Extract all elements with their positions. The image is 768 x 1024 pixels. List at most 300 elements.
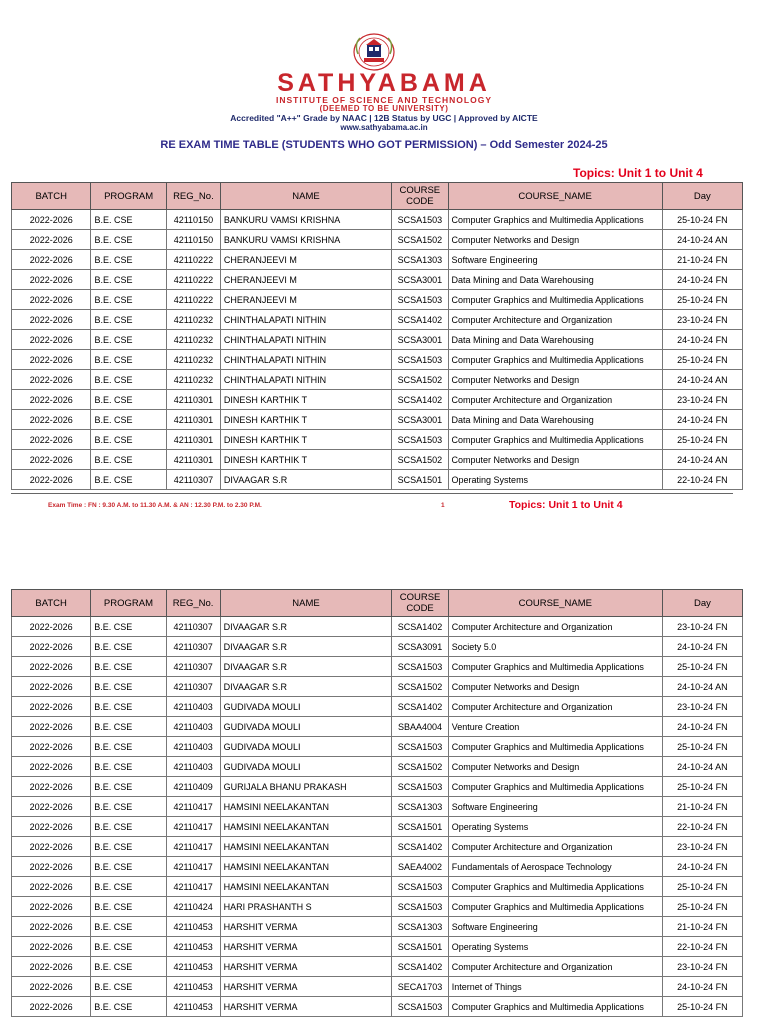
course-name-cell: Computer Graphics and Multimedia Applications <box>448 877 662 897</box>
day-cell: 24-10-24 FN <box>662 410 742 430</box>
course-name-cell: Computer Architecture and Organization <box>448 697 662 717</box>
program-cell: B.E. CSE <box>91 857 166 877</box>
course-code-cell: SCSA1303 <box>392 797 448 817</box>
batch-cell: 2022-2026 <box>12 390 91 410</box>
batch-cell: 2022-2026 <box>12 330 91 350</box>
batch-cell: 2022-2026 <box>12 817 91 837</box>
course-code-cell: SCSA3091 <box>392 637 448 657</box>
program-cell: B.E. CSE <box>91 230 166 250</box>
name-cell: DINESH KARTHIK T <box>220 410 391 430</box>
name-cell: HARSHIT VERMA <box>220 957 392 977</box>
batch-cell: 2022-2026 <box>12 797 91 817</box>
course-name-cell: Internet of Things <box>448 977 662 997</box>
table-row <box>12 230 743 250</box>
brand-name: SATHYABAMA <box>277 69 491 97</box>
table-row <box>12 877 743 897</box>
batch-cell: 2022-2026 <box>12 777 91 797</box>
program-cell: B.E. CSE <box>91 817 166 837</box>
course-code-cell: SCSA3001 <box>392 330 448 350</box>
batch-cell: 2022-2026 <box>12 370 91 390</box>
table-row <box>12 410 743 430</box>
day-cell: 24-10-24 FN <box>662 330 742 350</box>
course-name-cell: Computer Networks and Design <box>448 677 662 697</box>
course-code-cell: SCSA1501 <box>392 817 448 837</box>
timetable-page-1 <box>11 182 743 490</box>
course-name-cell: Computer Networks and Design <box>448 450 662 470</box>
batch-cell: 2022-2026 <box>12 937 91 957</box>
table-row <box>12 350 743 370</box>
column-header: COURSE_NAME <box>448 590 662 617</box>
table-row <box>12 737 743 757</box>
program-cell: B.E. CSE <box>91 330 166 350</box>
program-cell: B.E. CSE <box>91 737 166 757</box>
reg-no-cell: 42110307 <box>166 677 220 697</box>
course-name-cell: Computer Graphics and Multimedia Applications <box>448 997 662 1017</box>
day-cell: 25-10-24 FN <box>662 290 742 310</box>
batch-cell: 2022-2026 <box>12 737 91 757</box>
reg-no-cell: 42110417 <box>166 837 220 857</box>
page-number: 1 <box>441 502 445 509</box>
table-row <box>12 997 743 1017</box>
table-row <box>12 857 743 877</box>
course-name-cell: Computer Architecture and Organization <box>448 390 662 410</box>
program-cell: B.E. CSE <box>91 410 166 430</box>
reg-no-cell: 42110307 <box>166 637 220 657</box>
program-cell: B.E. CSE <box>91 210 166 230</box>
course-name-cell: Computer Architecture and Organization <box>448 957 662 977</box>
name-cell: HAMSINI NEELAKANTAN <box>220 837 392 857</box>
name-cell: HARSHIT VERMA <box>220 917 392 937</box>
table-row <box>12 817 743 837</box>
program-cell: B.E. CSE <box>91 470 166 490</box>
batch-cell: 2022-2026 <box>12 897 91 917</box>
course-name-cell: Data Mining and Data Warehousing <box>448 410 662 430</box>
program-cell: B.E. CSE <box>91 797 166 817</box>
day-cell: 24-10-24 FN <box>662 857 742 877</box>
course-name-cell: Data Mining and Data Warehousing <box>448 330 662 350</box>
name-cell: HARSHIT VERMA <box>220 977 392 997</box>
table-row <box>12 470 743 490</box>
table-row <box>12 917 743 937</box>
course-name-cell: Operating Systems <box>448 937 662 957</box>
accreditation-text: Accredited "A++" Grade by NAAC | 12B Status by UGC | Approved by AICTE <box>230 113 538 123</box>
table-row <box>12 250 743 270</box>
batch-cell: 2022-2026 <box>12 270 91 290</box>
table-row <box>12 957 743 977</box>
table-row <box>12 310 743 330</box>
name-cell: DINESH KARTHIK T <box>220 450 391 470</box>
name-cell: GUDIVADA MOULI <box>220 757 392 777</box>
reg-no-cell: 42110301 <box>166 390 220 410</box>
day-cell: 24-10-24 AN <box>662 450 742 470</box>
program-cell: B.E. CSE <box>91 450 166 470</box>
batch-cell: 2022-2026 <box>12 857 91 877</box>
website-text: www.sathyabama.ac.in <box>340 123 428 132</box>
program-cell: B.E. CSE <box>91 697 166 717</box>
program-cell: B.E. CSE <box>91 657 166 677</box>
program-cell: B.E. CSE <box>91 290 166 310</box>
column-header: BATCH <box>12 590 91 617</box>
course-name-cell: Computer Networks and Design <box>448 230 662 250</box>
table-row <box>12 617 743 637</box>
day-cell: 23-10-24 FN <box>662 310 742 330</box>
program-cell: B.E. CSE <box>91 997 166 1017</box>
table-row <box>12 797 743 817</box>
course-code-cell: SCSA1502 <box>392 230 448 250</box>
day-cell: 24-10-24 AN <box>662 677 742 697</box>
program-cell: B.E. CSE <box>91 977 166 997</box>
name-cell: DIVAAGAR S.R <box>220 470 391 490</box>
course-name-cell: Computer Architecture and Organization <box>448 837 662 857</box>
reg-no-cell: 42110453 <box>166 917 220 937</box>
table-header-row <box>12 590 743 617</box>
course-name-cell: Software Engineering <box>448 917 662 937</box>
batch-cell: 2022-2026 <box>12 657 91 677</box>
course-code-cell: SCSA1402 <box>392 957 448 977</box>
course-code-cell: SCSA3001 <box>392 270 448 290</box>
table-row <box>12 290 743 310</box>
table-row <box>12 430 743 450</box>
table-row <box>12 330 743 350</box>
batch-cell: 2022-2026 <box>12 430 91 450</box>
table-row <box>12 657 743 677</box>
name-cell: CHINTHALAPATI NITHIN <box>220 310 391 330</box>
program-cell: B.E. CSE <box>91 430 166 450</box>
name-cell: CHINTHALAPATI NITHIN <box>220 350 391 370</box>
batch-cell: 2022-2026 <box>12 250 91 270</box>
column-header: NAME <box>220 590 392 617</box>
column-header: BATCH <box>12 183 91 210</box>
course-code-cell: SCSA3001 <box>392 410 448 430</box>
table-row <box>12 717 743 737</box>
batch-cell: 2022-2026 <box>12 210 91 230</box>
reg-no-cell: 42110417 <box>166 857 220 877</box>
course-name-cell: Computer Graphics and Multimedia Applications <box>448 290 662 310</box>
batch-cell: 2022-2026 <box>12 637 91 657</box>
program-cell: B.E. CSE <box>91 390 166 410</box>
day-cell: 23-10-24 FN <box>662 697 742 717</box>
name-cell: DIVAAGAR S.R <box>220 677 392 697</box>
day-cell: 22-10-24 FN <box>662 937 742 957</box>
course-code-cell: SCSA1501 <box>392 470 448 490</box>
batch-cell: 2022-2026 <box>12 230 91 250</box>
reg-no-cell: 42110150 <box>166 230 220 250</box>
reg-no-cell: 42110307 <box>166 470 220 490</box>
course-code-cell: SCSA1503 <box>392 290 448 310</box>
course-code-cell: SCSA1502 <box>392 450 448 470</box>
program-cell: B.E. CSE <box>91 617 166 637</box>
day-cell: 25-10-24 FN <box>662 877 742 897</box>
day-cell: 23-10-24 FN <box>662 957 742 977</box>
program-cell: B.E. CSE <box>91 917 166 937</box>
course-name-cell: Data Mining and Data Warehousing <box>448 270 662 290</box>
table-row <box>12 977 743 997</box>
course-name-cell: Society 5.0 <box>448 637 662 657</box>
course-code-cell: SCSA1503 <box>392 430 448 450</box>
program-cell: B.E. CSE <box>91 777 166 797</box>
topics-label: Topics: Unit 1 to Unit 4 <box>573 166 703 180</box>
reg-no-cell: 42110403 <box>166 757 220 777</box>
reg-no-cell: 42110409 <box>166 777 220 797</box>
name-cell: HAMSINI NEELAKANTAN <box>220 877 392 897</box>
table-row <box>12 777 743 797</box>
course-code-cell: SCSA1503 <box>392 897 448 917</box>
column-header: COURSE CODE <box>392 590 448 617</box>
course-code-cell: SCSA1402 <box>392 310 448 330</box>
program-cell: B.E. CSE <box>91 270 166 290</box>
course-name-cell: Computer Graphics and Multimedia Applications <box>448 430 662 450</box>
table-row <box>12 270 743 290</box>
reg-no-cell: 42110301 <box>166 450 220 470</box>
name-cell: GUDIVADA MOULI <box>220 697 392 717</box>
reg-no-cell: 42110453 <box>166 977 220 997</box>
column-header: PROGRAM <box>91 590 166 617</box>
reg-no-cell: 42110222 <box>166 250 220 270</box>
course-name-cell: Venture Creation <box>448 717 662 737</box>
course-code-cell: SCSA1402 <box>392 617 448 637</box>
batch-cell: 2022-2026 <box>12 877 91 897</box>
name-cell: CHINTHALAPATI NITHIN <box>220 370 391 390</box>
day-cell: 25-10-24 FN <box>662 777 742 797</box>
name-cell: HARI PRASHANTH S <box>220 897 392 917</box>
table-row <box>12 637 743 657</box>
reg-no-cell: 42110232 <box>166 350 220 370</box>
reg-no-cell: 42110232 <box>166 330 220 350</box>
day-cell: 23-10-24 FN <box>662 617 742 637</box>
program-cell: B.E. CSE <box>91 757 166 777</box>
table-row <box>12 210 743 230</box>
name-cell: HARSHIT VERMA <box>220 997 392 1017</box>
table-row <box>12 450 743 470</box>
day-cell: 21-10-24 FN <box>662 917 742 937</box>
day-cell: 25-10-24 FN <box>662 430 742 450</box>
reg-no-cell: 42110453 <box>166 997 220 1017</box>
column-header: Day <box>662 183 742 210</box>
course-code-cell: SCSA1502 <box>392 677 448 697</box>
batch-cell: 2022-2026 <box>12 470 91 490</box>
reg-no-cell: 42110417 <box>166 797 220 817</box>
name-cell: HAMSINI NEELAKANTAN <box>220 857 392 877</box>
day-cell: 24-10-24 FN <box>662 977 742 997</box>
course-code-cell: SCSA1503 <box>392 210 448 230</box>
day-cell: 21-10-24 FN <box>662 797 742 817</box>
column-header: PROGRAM <box>91 183 166 210</box>
reg-no-cell: 42110403 <box>166 697 220 717</box>
course-code-cell: SCSA1503 <box>392 877 448 897</box>
course-name-cell: Computer Graphics and Multimedia Applications <box>448 210 662 230</box>
course-code-cell: SCSA1503 <box>392 777 448 797</box>
day-cell: 24-10-24 AN <box>662 230 742 250</box>
table-row <box>12 837 743 857</box>
day-cell: 22-10-24 FN <box>662 817 742 837</box>
program-cell: B.E. CSE <box>91 957 166 977</box>
name-cell: GURIJALA BHANU PRAKASH <box>220 777 392 797</box>
name-cell: CHERANJEEVI M <box>220 250 391 270</box>
column-header: REG_No. <box>166 183 220 210</box>
course-name-cell: Computer Networks and Design <box>448 757 662 777</box>
reg-no-cell: 42110307 <box>166 617 220 637</box>
footer-topics-label: Topics: Unit 1 to Unit 4 <box>509 499 623 511</box>
course-name-cell: Computer Graphics and Multimedia Applications <box>448 657 662 677</box>
program-cell: B.E. CSE <box>91 350 166 370</box>
reg-no-cell: 42110403 <box>166 717 220 737</box>
course-name-cell: Fundamentals of Aerospace Technology <box>448 857 662 877</box>
table-row <box>12 697 743 717</box>
course-code-cell: SCSA1402 <box>392 390 448 410</box>
program-cell: B.E. CSE <box>91 250 166 270</box>
course-name-cell: Computer Networks and Design <box>448 370 662 390</box>
program-cell: B.E. CSE <box>91 677 166 697</box>
column-header: Day <box>662 590 742 617</box>
name-cell: GUDIVADA MOULI <box>220 717 392 737</box>
name-cell: BANKURU VAMSI KRISHNA <box>220 210 391 230</box>
batch-cell: 2022-2026 <box>12 757 91 777</box>
column-header: REG_No. <box>166 590 220 617</box>
institute-name: INSTITUTE OF SCIENCE AND TECHNOLOGY <box>275 95 493 105</box>
name-cell: DINESH KARTHIK T <box>220 390 391 410</box>
course-code-cell: SAEA4002 <box>392 857 448 877</box>
name-cell: GUDIVADA MOULI <box>220 737 392 757</box>
day-cell: 24-10-24 FN <box>662 637 742 657</box>
name-cell: DIVAAGAR S.R <box>220 617 392 637</box>
course-name-cell: Software Engineering <box>448 250 662 270</box>
name-cell: DIVAAGAR S.R <box>220 637 392 657</box>
reg-no-cell: 42110417 <box>166 877 220 897</box>
course-code-cell: SECA1703 <box>392 977 448 997</box>
program-cell: B.E. CSE <box>91 310 166 330</box>
course-code-cell: SBAA4004 <box>392 717 448 737</box>
course-name-cell: Operating Systems <box>448 817 662 837</box>
table-row <box>12 390 743 410</box>
timetable-page-2 <box>11 589 743 1017</box>
reg-no-cell: 42110453 <box>166 937 220 957</box>
day-cell: 25-10-24 FN <box>662 210 742 230</box>
table-row <box>12 897 743 917</box>
course-name-cell: Computer Architecture and Organization <box>448 310 662 330</box>
day-cell: 25-10-24 FN <box>662 350 742 370</box>
batch-cell: 2022-2026 <box>12 957 91 977</box>
reg-no-cell: 42110301 <box>166 410 220 430</box>
reg-no-cell: 42110150 <box>166 210 220 230</box>
day-cell: 24-10-24 FN <box>662 270 742 290</box>
course-code-cell: SCSA1402 <box>392 697 448 717</box>
name-cell: HAMSINI NEELAKANTAN <box>220 797 392 817</box>
column-header: NAME <box>220 183 391 210</box>
table-row <box>12 757 743 777</box>
program-cell: B.E. CSE <box>91 370 166 390</box>
batch-cell: 2022-2026 <box>12 450 91 470</box>
program-cell: B.E. CSE <box>91 877 166 897</box>
day-cell: 25-10-24 FN <box>662 657 742 677</box>
reg-no-cell: 42110301 <box>166 430 220 450</box>
name-cell: HAMSINI NEELAKANTAN <box>220 817 392 837</box>
name-cell: CHINTHALAPATI NITHIN <box>220 330 391 350</box>
course-name-cell: Computer Graphics and Multimedia Applications <box>448 897 662 917</box>
reg-no-cell: 42110307 <box>166 657 220 677</box>
day-cell: 24-10-24 AN <box>662 757 742 777</box>
university-logo-icon <box>348 32 400 72</box>
column-header: COURSE CODE <box>392 183 448 210</box>
batch-cell: 2022-2026 <box>12 977 91 997</box>
batch-cell: 2022-2026 <box>12 290 91 310</box>
program-cell: B.E. CSE <box>91 837 166 857</box>
course-code-cell: SCSA1303 <box>392 250 448 270</box>
name-cell: BANKURU VAMSI KRISHNA <box>220 230 391 250</box>
course-code-cell: SCSA1503 <box>392 350 448 370</box>
day-cell: 22-10-24 FN <box>662 470 742 490</box>
day-cell: 23-10-24 FN <box>662 390 742 410</box>
course-name-cell: Computer Graphics and Multimedia Applications <box>448 350 662 370</box>
batch-cell: 2022-2026 <box>12 697 91 717</box>
reg-no-cell: 42110403 <box>166 737 220 757</box>
batch-cell: 2022-2026 <box>12 837 91 857</box>
deemed-university-text: (DEEMED TO BE UNIVERSITY) <box>319 104 449 113</box>
reg-no-cell: 42110222 <box>166 290 220 310</box>
batch-cell: 2022-2026 <box>12 717 91 737</box>
day-cell: 25-10-24 FN <box>662 897 742 917</box>
course-code-cell: SCSA1503 <box>392 997 448 1017</box>
exam-time-note: Exam Time : FN : 9.30 A.M. to 11.30 A.M. & AN : 12.30 P.M. to 2.30 P.M. <box>48 502 262 509</box>
table-row <box>12 937 743 957</box>
course-code-cell: SCSA1502 <box>392 757 448 777</box>
batch-cell: 2022-2026 <box>12 350 91 370</box>
program-cell: B.E. CSE <box>91 897 166 917</box>
name-cell: DINESH KARTHIK T <box>220 430 391 450</box>
reg-no-cell: 42110453 <box>166 957 220 977</box>
program-cell: B.E. CSE <box>91 717 166 737</box>
reg-no-cell: 42110222 <box>166 270 220 290</box>
day-cell: 25-10-24 FN <box>662 737 742 757</box>
batch-cell: 2022-2026 <box>12 997 91 1017</box>
course-code-cell: SCSA1303 <box>392 917 448 937</box>
name-cell: CHERANJEEVI M <box>220 290 391 310</box>
batch-cell: 2022-2026 <box>12 410 91 430</box>
batch-cell: 2022-2026 <box>12 617 91 637</box>
day-cell: 25-10-24 FN <box>662 997 742 1017</box>
program-cell: B.E. CSE <box>91 937 166 957</box>
course-code-cell: SCSA1503 <box>392 737 448 757</box>
page-title: RE EXAM TIME TABLE (STUDENTS WHO GOT PERMISSION) – Odd Semester 2024-25 <box>160 139 608 151</box>
course-code-cell: SCSA1501 <box>392 937 448 957</box>
course-name-cell: Computer Architecture and Organization <box>448 617 662 637</box>
name-cell: HARSHIT VERMA <box>220 937 392 957</box>
table-row <box>12 370 743 390</box>
course-name-cell: Computer Graphics and Multimedia Applications <box>448 737 662 757</box>
name-cell: CHERANJEEVI M <box>220 270 391 290</box>
day-cell: 21-10-24 FN <box>662 250 742 270</box>
course-name-cell: Operating Systems <box>448 470 662 490</box>
program-cell: B.E. CSE <box>91 637 166 657</box>
course-name-cell: Computer Graphics and Multimedia Applications <box>448 777 662 797</box>
course-code-cell: SCSA1502 <box>392 370 448 390</box>
table-header-row <box>12 183 743 210</box>
reg-no-cell: 42110232 <box>166 310 220 330</box>
table-row <box>12 677 743 697</box>
day-cell: 23-10-24 FN <box>662 837 742 857</box>
day-cell: 24-10-24 FN <box>662 717 742 737</box>
batch-cell: 2022-2026 <box>12 310 91 330</box>
batch-cell: 2022-2026 <box>12 917 91 937</box>
course-code-cell: SCSA1503 <box>392 657 448 677</box>
batch-cell: 2022-2026 <box>12 677 91 697</box>
course-name-cell: Software Engineering <box>448 797 662 817</box>
reg-no-cell: 42110424 <box>166 897 220 917</box>
course-code-cell: SCSA1402 <box>392 837 448 857</box>
reg-no-cell: 42110417 <box>166 817 220 837</box>
footer-divider <box>11 493 733 494</box>
day-cell: 24-10-24 AN <box>662 370 742 390</box>
column-header: COURSE_NAME <box>448 183 662 210</box>
